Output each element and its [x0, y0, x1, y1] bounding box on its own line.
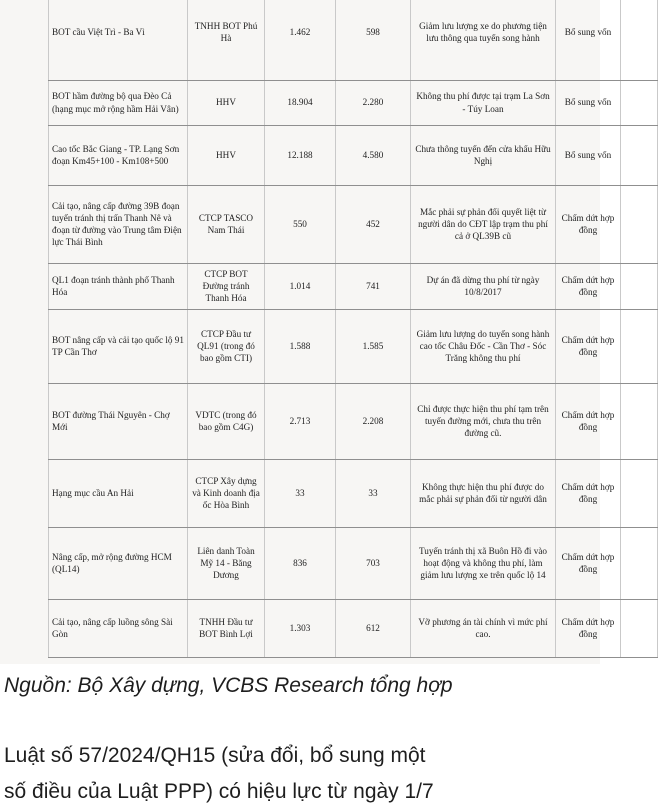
paragraph-line: số điều của Luật PPP) có hiệu lực từ ngày 1/7	[4, 780, 434, 803]
solution-cell: Chấm dứt hợp đồng	[556, 185, 621, 263]
table-edge-cell	[621, 80, 658, 125]
project-name-cell: Cao tốc Bắc Giang - TP. Lạng Sơn đoạn Km45+100 - Km108+500	[49, 125, 188, 185]
project-name-cell: BOT nâng cấp và cải tạo quốc lộ 91 TP Cần Thơ	[49, 309, 188, 383]
table-row	[49, 383, 658, 459]
table-edge-cell	[621, 383, 658, 459]
disbursed-capital-cell: 1.585	[336, 309, 411, 383]
issue-cell: Chỉ được thực hiện thu phí tạm trên tuyến đường mới, chưa thu trên đường cũ.	[411, 383, 556, 459]
project-name-cell: Cải tạo, nâng cấp đường 39B đoạn tuyến tránh thị trấn Thanh Nê và đoạn từ đường vào Trung tâm Điện lực Thái Bình	[49, 185, 188, 263]
solution-cell: Chấm dứt hợp đồng	[556, 383, 621, 459]
solution-cell: Chấm dứt hợp đồng	[556, 527, 621, 599]
disbursed-capital-cell: 452	[336, 185, 411, 263]
table-edge-cell	[621, 599, 658, 657]
source-caption: Nguồn: Bộ Xây dựng, VCBS Research tổng hợp	[4, 674, 453, 697]
table-row	[49, 185, 658, 263]
project-name-cell: QL1 đoạn tránh thành phố Thanh Hóa	[49, 263, 188, 309]
table-row	[49, 459, 658, 527]
project-name-cell: BOT cầu Việt Trì - Ba Vì	[49, 0, 188, 80]
total-capital-cell: 12.188	[265, 125, 336, 185]
issue-cell: Giảm lưu lượng xe do phương tiện lưu thông qua tuyến song hành	[411, 0, 556, 80]
total-capital-cell: 1.588	[265, 309, 336, 383]
paragraph-line: Luật số 57/2024/QH15 (sửa đổi, bổ sung một	[4, 744, 426, 767]
table-edge-cell	[621, 0, 658, 80]
issue-cell: Chưa thông tuyến đến cửa khẩu Hữu Nghị	[411, 125, 556, 185]
total-capital-cell: 1.462	[265, 0, 336, 80]
disbursed-capital-cell: 2.280	[336, 80, 411, 125]
issue-cell: Không thu phí được tại trạm La Sơn - Túy Loan	[411, 80, 556, 125]
total-capital-cell: 550	[265, 185, 336, 263]
total-capital-cell: 2.713	[265, 383, 336, 459]
disbursed-capital-cell: 741	[336, 263, 411, 309]
solution-cell: Chấm dứt hợp đồng	[556, 599, 621, 657]
issue-cell: Vỡ phương án tài chính vì mức phí cao.	[411, 599, 556, 657]
investor-cell: CTCP TASCO Nam Thái	[188, 185, 265, 263]
investor-cell: HHV	[188, 80, 265, 125]
table-row	[49, 125, 658, 185]
solution-cell: Chấm dứt hợp đồng	[556, 459, 621, 527]
issue-cell: Mắc phải sự phản đối quyết liệt từ người dân do CĐT lập trạm thu phí cả ở QL39B cũ	[411, 185, 556, 263]
project-name-cell: BOT hầm đường bộ qua Đèo Cả (hạng mục mở rộng hầm Hải Vân)	[49, 80, 188, 125]
table-edge-cell	[621, 263, 658, 309]
table-row	[49, 599, 658, 657]
project-name-cell: Nâng cấp, mở rộng đường HCM (QL14)	[49, 527, 188, 599]
solution-cell: Bổ sung vốn	[556, 125, 621, 185]
solution-cell: Chấm dứt hợp đồng	[556, 263, 621, 309]
total-capital-cell: 33	[265, 459, 336, 527]
investor-cell: TNHH Đầu tư BOT Bình Lợi	[188, 599, 265, 657]
project-name-cell: BOT đường Thái Nguyên - Chợ Mới	[49, 383, 188, 459]
solution-cell: Chấm dứt hợp đồng	[556, 309, 621, 383]
project-name-cell: Cải tạo, nâng cấp luồng sông Sài Gòn	[49, 599, 188, 657]
table-row	[49, 0, 658, 80]
table-row	[49, 263, 658, 309]
disbursed-capital-cell: 703	[336, 527, 411, 599]
solution-cell: Bổ sung vốn	[556, 80, 621, 125]
table-row	[49, 309, 658, 383]
project-name-cell: Hạng mục cầu An Hải	[49, 459, 188, 527]
investor-cell: TNHH BOT Phú Hà	[188, 0, 265, 80]
investor-cell: VDTC (trong đó bao gồm C4G)	[188, 383, 265, 459]
disbursed-capital-cell: 33	[336, 459, 411, 527]
table-edge-cell	[621, 459, 658, 527]
disbursed-capital-cell: 612	[336, 599, 411, 657]
investor-cell: HHV	[188, 125, 265, 185]
solution-cell: Bổ sung vốn	[556, 0, 621, 80]
investor-cell: CTCP BOT Đường tránh Thanh Hóa	[188, 263, 265, 309]
investor-cell: Liên danh Toàn Mỹ 14 - Băng Dương	[188, 527, 265, 599]
disbursed-capital-cell: 598	[336, 0, 411, 80]
issue-cell: Giảm lưu lượng do tuyến song hành cao tốc Châu Đốc - Cần Thơ - Sóc Trăng không thu phí	[411, 309, 556, 383]
table-row	[49, 80, 658, 125]
issue-cell: Không thực hiện thu phí được do mắc phải sự phản đối từ người dân	[411, 459, 556, 527]
table-edge-cell	[621, 527, 658, 599]
table-row	[49, 527, 658, 599]
disbursed-capital-cell: 4.580	[336, 125, 411, 185]
disbursed-capital-cell: 2.208	[336, 383, 411, 459]
issue-cell: Tuyến tránh thị xã Buôn Hồ đi vào hoạt động và không thu phí, làm giảm lưu lượng xe trên quốc lộ 14	[411, 527, 556, 599]
total-capital-cell: 18.904	[265, 80, 336, 125]
investor-cell: CTCP Xây dựng và Kinh doanh địa ốc Hòa Bình	[188, 459, 265, 527]
table-edge-cell	[621, 185, 658, 263]
total-capital-cell: 1.303	[265, 599, 336, 657]
table-edge-cell	[621, 309, 658, 383]
table-edge-cell	[621, 125, 658, 185]
total-capital-cell: 1.014	[265, 263, 336, 309]
investor-cell: CTCP Đầu tư QL91 (trong đó bao gồm CTI)	[188, 309, 265, 383]
article-paragraph	[4, 738, 604, 810]
issue-cell: Dự án đã dừng thu phí từ ngày 10/8/2017	[411, 263, 556, 309]
total-capital-cell: 836	[265, 527, 336, 599]
bot-projects-table	[48, 0, 658, 658]
